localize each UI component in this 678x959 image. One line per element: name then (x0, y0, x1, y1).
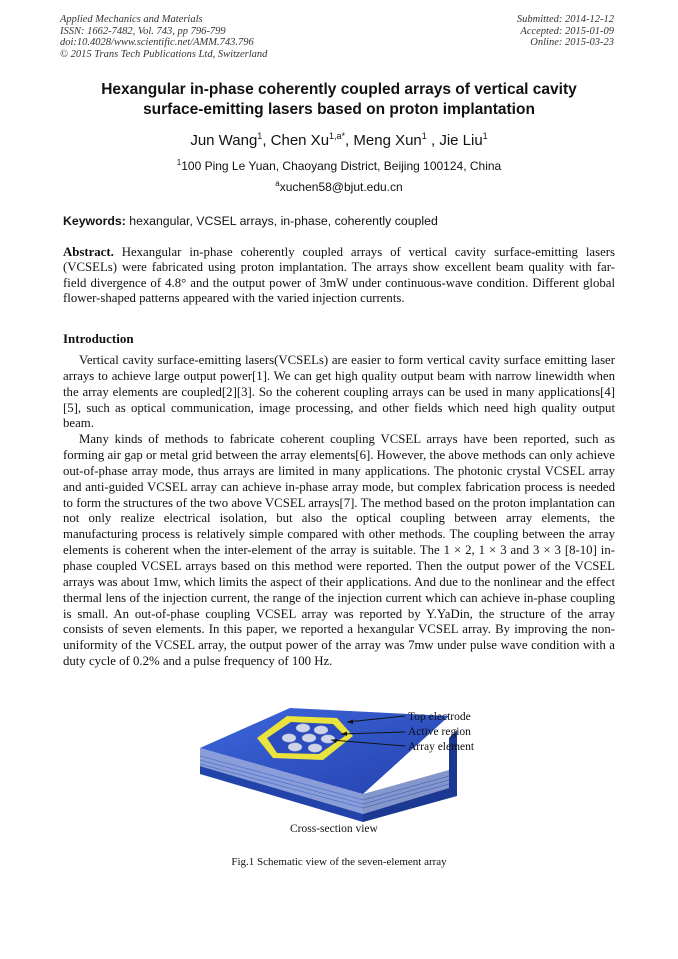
label-array-element: Array element (408, 741, 475, 753)
keywords (63, 213, 615, 229)
corresponding-email (60, 176, 618, 195)
title-line-2: surface-emitting lasers based on proton implantation (143, 101, 535, 118)
author-name: Jie Liu (439, 132, 483, 149)
keywords-text: hexangular, VCSEL arrays, in-phase, coherently coupled (125, 214, 438, 228)
affiliation-mark: 1 (176, 158, 182, 167)
label-cross-section-view: Cross-section view (290, 823, 378, 835)
journal-doi: doi:10.4028/www.scientific.net/AMM.743.796 (60, 37, 254, 49)
author-affil-mark: 1 (482, 131, 488, 141)
array-element (314, 726, 328, 734)
array-element (296, 724, 310, 732)
journal-name: Applied Mechanics and Materials (60, 14, 203, 25)
online-date: Online: 2015-03-23 (530, 37, 614, 49)
author-affil-mark: 1 (421, 131, 427, 141)
array-element (308, 744, 322, 752)
section-heading-introduction: Introduction (63, 331, 134, 346)
affiliation (60, 155, 618, 174)
abstract-label: Abstract. (63, 245, 114, 259)
array-element (282, 734, 296, 742)
journal-issn: ISSN: 1662-7482, Vol. 743, pp 796-799 (60, 25, 226, 37)
journal-copyright: © 2015 Trans Tech Publications Ltd, Switzerland (60, 48, 268, 60)
author-list: Jun Wang$^1$, Chen $Xu^{1,a*}$, Meng Xun$^1$ , Jie Liu$^1$ (190, 131, 488, 149)
email-address[interactable]: xuchen58@bjut.edu.cn (279, 180, 403, 194)
submitted-date: Submitted: 2014-12-12 (516, 14, 614, 25)
journal-info (60, 14, 267, 60)
author-name: Meng Xun (353, 132, 422, 149)
title-line-1: Hexangular in-phase coherently coupled arrays of vertical cavity (101, 81, 577, 98)
paper-title (60, 80, 618, 120)
affiliation-address: 100 Ping Le Yuan, Chaoyang District, Beijing 100124, China (181, 159, 502, 173)
author-name: Chen Xu (270, 132, 330, 149)
label-top-electrode: Top electrode (408, 711, 471, 723)
label-active-region: Active region (408, 726, 471, 738)
introduction-body (63, 353, 615, 670)
array-element (288, 743, 302, 751)
author-affil-mark: 1,a* (329, 131, 346, 141)
array-element (321, 735, 335, 743)
author-affil-mark: 1 (257, 131, 263, 141)
paragraph: Vertical cavity surface-emitting lasers(VCSELs) are easier to form vertical cavity surface emitting laser arrays to achieve large output power[1]. We can get high quality output beam with narrow linewidth when the array elements are coupled[2][3]. So the coherent coupling arrays can be used in many applications[4][5], such as optical communication, image processing, and other fields which need high quality output beam. (63, 353, 615, 431)
array-element (302, 734, 316, 742)
submission-dates (517, 14, 614, 49)
author-name: Jun Wang (190, 132, 258, 149)
abstract (63, 245, 615, 307)
abstract-text: Hexangular in-phase coherently coupled arrays of vertical cavity surface-emitting lasers (VCSELs) were fabricated using proton implantation. The arrays show excellent beam quality with far-field divergence of 4.8° and the output power of 3mW under continuous-wave condition. Different global flower-shaped patterns appeared with the varied injection currents. (63, 245, 615, 306)
email-mark: a (275, 179, 280, 188)
figure-caption: Fig.1 Schematic view of the seven-element array (231, 856, 447, 868)
keywords-label: Keywords: (63, 214, 126, 228)
vcsel-array-schematic (195, 696, 495, 841)
paragraph: Many kinds of methods to fabricate coherent coupling VCSEL arrays have been reported, such as forming air gap or metal grid between the array elements[6]. However, the above methods can only achieve out-of-phase array mode, thus arrays are limited in many applications. The photonic crystal VCSEL array and anti-guided VCSEL array can achieve in-phase array mode, but complex fabrication process is needed to form the structures of the two above VCSEL arrays[7]. The method based on the proton implantation can not only realize electrical isolation, but also the optical coupling between array elements, the manufacturing process is relatively simple compared with other methods. The coupling between the array elements is coherent when the inter-element of the array is suitable. The 1 × 2, 1 × 3 and 3 × 3 [8-10] in-phase coupled VCSEL arrays based on this method were reported. Then the output power of the VCSEL arrays was about 1mw, which limits the aspect of their applications. And due to the nonlinear and the effect thermal lens of the injection current, the range of the injection current which can achieve in-phase coupling is small. An out-of-phase coupling VCSEL array was reported by Y.YaDin, the structure of the array consists of seven elements. In this paper, we reported a hexangular VCSEL array. By improving the non-uniformity of the VCSEL array, the output power of the array was 7mw under pulse wave condition with a duty cycle of 0.2% and a pulse frequency of 100 Hz. (63, 432, 615, 669)
accepted-date: Accepted: 2015-01-09 (520, 25, 614, 37)
